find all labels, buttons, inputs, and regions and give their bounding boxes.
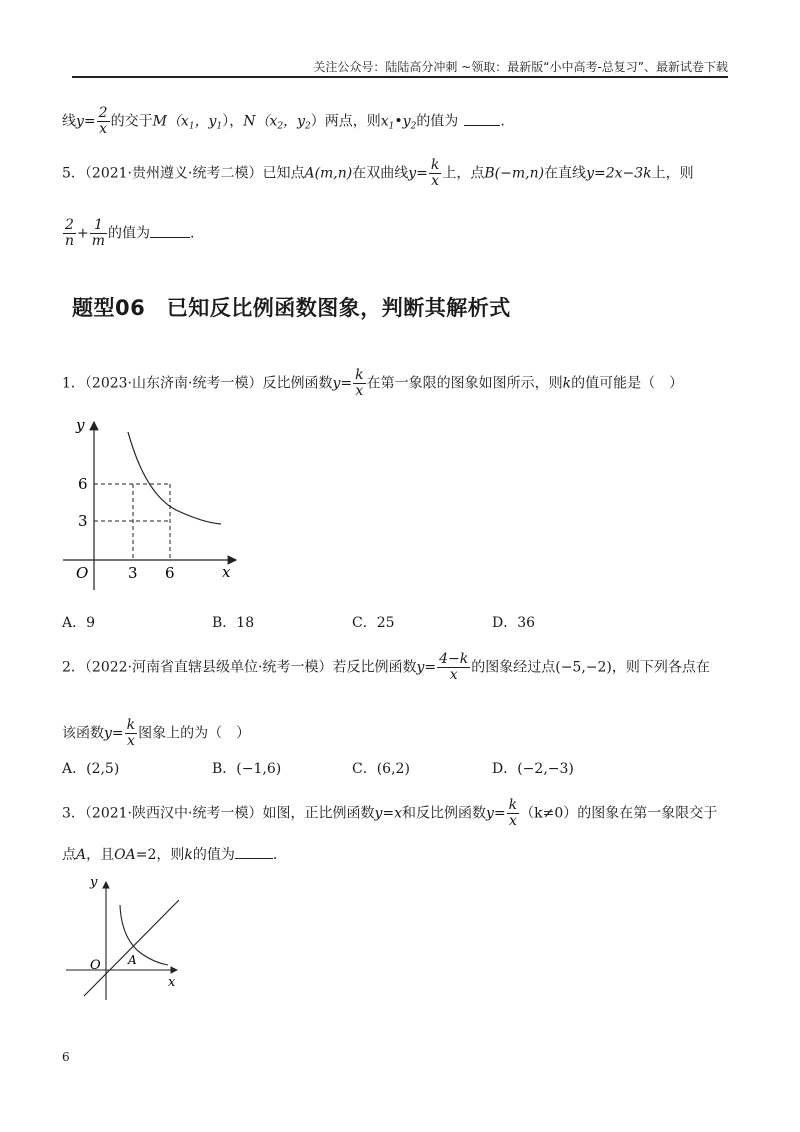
fraction-den: n (65, 233, 75, 249)
subscript: 1 (188, 121, 195, 132)
option-a: A．9 (62, 615, 96, 631)
text: 如图，正比例函数 (262, 805, 375, 822)
fraction-den: x (99, 121, 108, 137)
text: 的值为 (192, 847, 235, 863)
text: （x (166, 113, 189, 130)
math-op: = (493, 805, 506, 822)
subscript: 2 (410, 121, 417, 132)
math-expr: B(−m,n) (484, 165, 545, 182)
text: 该函数 (62, 725, 104, 742)
x-tick-label: 6 (165, 564, 175, 582)
math-var: y (486, 805, 494, 822)
y-tick-label: 6 (78, 475, 88, 493)
fraction-num: k (508, 797, 518, 813)
math-var: x (380, 113, 389, 130)
text: 已知点 (262, 165, 305, 182)
subscript: 2 (305, 121, 311, 132)
text: ，且 (86, 847, 115, 863)
fraction (353, 368, 365, 399)
subscript: 1 (388, 121, 395, 132)
fraction (63, 218, 76, 249)
question-source: （2023·山东济南·统考一模） (84, 375, 263, 392)
math-op: = (424, 659, 437, 676)
section-question-2-line-1 (62, 652, 710, 683)
point-label: N (243, 113, 256, 130)
question-number: 2． (62, 659, 85, 676)
question-number: 1． (62, 375, 85, 392)
fraction-num: k (430, 157, 440, 173)
math-var: y (332, 375, 341, 392)
fraction (507, 798, 519, 829)
text: 在直线 (544, 165, 587, 182)
fraction (429, 158, 441, 189)
section-title: 题型06 已知反比例函数图象，判断其解析式 (72, 296, 511, 320)
text: 点 (62, 847, 76, 863)
fraction-num: k (355, 367, 364, 383)
fraction-den: x (449, 667, 458, 683)
math-expr: A(m,n) (304, 165, 353, 182)
fraction (90, 218, 107, 249)
question-source: （2022·河南省直辖县级单位·统考一模） (84, 659, 333, 676)
point-a-label: A (128, 953, 137, 967)
math-expr: y=x (374, 805, 402, 822)
math-var: •y (394, 113, 411, 130)
x-axis-label: x (222, 563, 231, 581)
math-var: y (104, 725, 112, 742)
point-label: M (152, 113, 167, 130)
text: 在第一象限的图象如图所示，则 (366, 375, 563, 392)
text: ）两点，则 (310, 113, 381, 130)
math-var: k (562, 375, 572, 392)
math-expr: （k≠0） (520, 805, 578, 822)
text: ，则下列各点在 (611, 659, 710, 676)
fraction-num: 4−k (439, 651, 469, 667)
question-prev-line (62, 106, 505, 137)
section-question-2-line-2 (62, 718, 250, 749)
option-c: C．(6,2) (352, 761, 410, 777)
text: ，y (283, 113, 306, 130)
math-op: = (111, 725, 124, 742)
question-number: 5． (62, 165, 85, 182)
text: ）， (222, 113, 244, 130)
text: 的图象经过点 (471, 659, 556, 676)
text: （x (255, 113, 278, 130)
subscript: 1 (216, 121, 223, 132)
x-tick-label: 3 (128, 564, 138, 582)
fraction (125, 718, 137, 749)
text: 和反比例函数 (402, 805, 486, 822)
fraction-den: x (508, 813, 517, 829)
text: 反比例函数 (262, 375, 333, 392)
hyperbola-graph-1 (58, 410, 258, 595)
header-rule (72, 76, 728, 78)
text: . (500, 113, 505, 130)
fraction-den: x (126, 733, 135, 749)
option-b: B．(−1,6) (212, 761, 282, 777)
text: =2，则 (135, 847, 185, 863)
answer-blank (464, 111, 500, 126)
text: . (190, 225, 195, 242)
fraction-num: 1 (90, 218, 107, 234)
fraction-den: x (431, 173, 440, 189)
section-question-3-line-1 (62, 798, 717, 829)
math-op: = (340, 375, 353, 392)
text: 的值为 (108, 225, 151, 242)
option-d: D．36 (492, 615, 536, 631)
answer-blank (150, 223, 190, 238)
question-source: （2021·陕西汉中·统考一模） (84, 805, 263, 822)
x-axis-label: x (168, 975, 176, 990)
math-var: k (184, 847, 193, 863)
math-op: + (77, 225, 89, 242)
math-expr: (−5,−2) (555, 659, 612, 676)
text: 上，则 (651, 165, 694, 182)
subscript: 2 (277, 121, 284, 132)
answer-blank (235, 844, 273, 859)
text: 在双曲线 (352, 165, 409, 182)
math-var: OA (114, 847, 136, 863)
option-b: B．18 (212, 615, 255, 631)
math-op: = (83, 113, 96, 130)
question-5-line-1 (62, 158, 694, 189)
y-tick-label: 3 (78, 512, 88, 530)
page-header: 关注公众号：陆陆高分冲刺 ~领取：最新版“小中高考-总复习”、最新试卷下载 (313, 60, 728, 74)
hyperbola-curve (128, 432, 221, 524)
text: 线 (62, 113, 76, 130)
y-axis-label: y (90, 875, 98, 890)
text: 的图象在第一象限交于 (577, 805, 718, 822)
text: 图象上的为（ ） (138, 725, 251, 742)
option-c: C．25 (352, 615, 395, 631)
text: 的值可能是（ ） (571, 375, 684, 392)
hyperbola-graph-2 (62, 872, 192, 1002)
fraction-num: 2 (98, 105, 108, 121)
option-d: D．(−2,−3) (492, 761, 574, 777)
section-question-3-line-2 (62, 844, 277, 865)
question-number: 3． (62, 805, 85, 822)
fraction-den: x (355, 383, 364, 399)
text: . (272, 847, 278, 863)
math-var: y (408, 165, 417, 182)
fraction-num: 2 (63, 218, 76, 234)
fraction-num: k (126, 717, 136, 733)
question-source: （2021·贵州遵义·统考二模） (84, 165, 263, 182)
text: 的值为 (416, 113, 459, 130)
section-question-1-line (62, 368, 683, 399)
math-var: y (416, 659, 425, 676)
y-axis-label: y (76, 416, 85, 434)
text: 上，点 (442, 165, 485, 182)
line-y-equals-x (84, 900, 179, 996)
text: 若反比例函数 (332, 659, 417, 676)
fraction (97, 106, 110, 137)
origin-label: O (90, 958, 101, 973)
page-number: 6 (62, 1050, 70, 1064)
fraction (437, 652, 470, 683)
text: ，y (194, 113, 217, 130)
text: 的交于 (110, 113, 153, 130)
question-5-line-2 (62, 218, 195, 249)
origin-label: O (76, 564, 89, 582)
math-var: y (76, 113, 84, 130)
fraction-den: m (91, 233, 106, 249)
math-op: = (416, 165, 428, 182)
math-expr: y=2x−3k (586, 165, 652, 182)
option-a: A．(2,5) (62, 761, 120, 777)
point-label: A (76, 847, 87, 863)
